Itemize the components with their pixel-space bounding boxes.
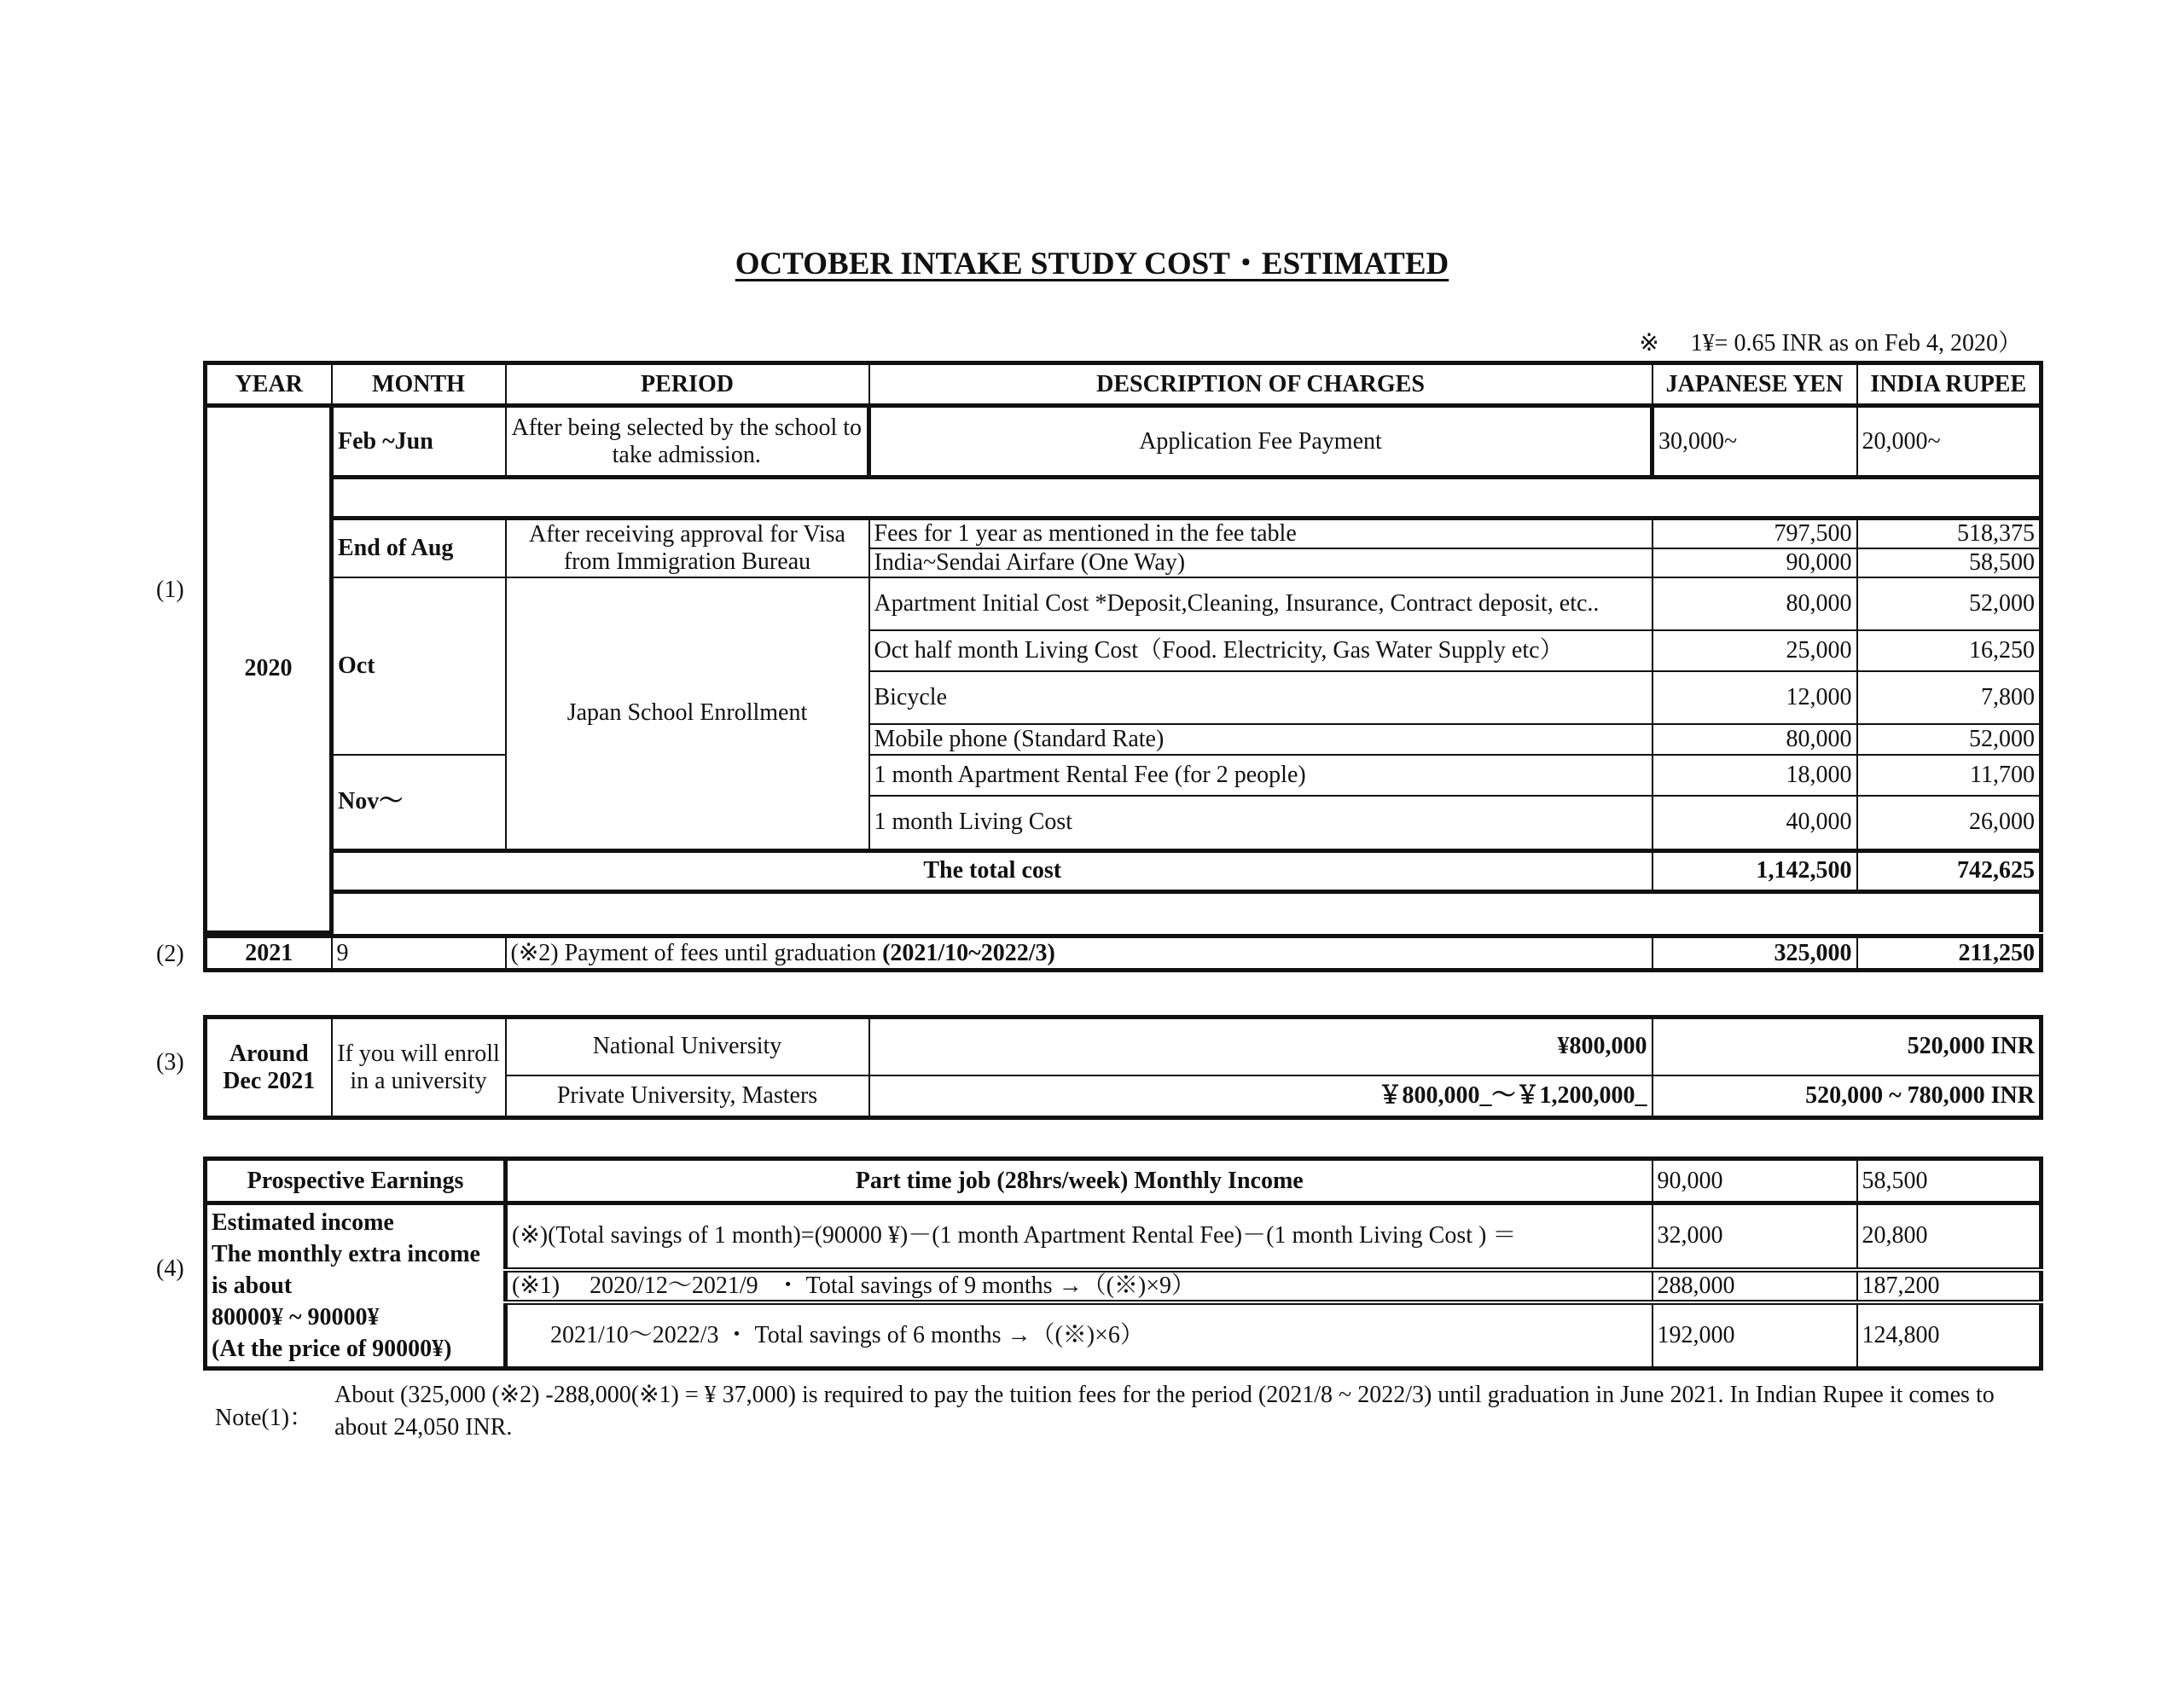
month-cell: End of Aug xyxy=(332,519,506,578)
description-cell: Apartment Initial Cost *Deposit,Cleaning, Insurance, Contract deposit, etc.. xyxy=(869,577,1653,630)
month-cell: Oct xyxy=(332,577,506,755)
table-row xyxy=(206,1203,2042,1270)
note-label: Note(1)： xyxy=(215,1405,314,1431)
earnings-table xyxy=(203,1157,2043,1371)
part-time-income-label: Part time job (28hrs/week) Monthly Income xyxy=(506,1159,1653,1203)
jpy-cell: 192,000 xyxy=(1653,1302,1857,1369)
section-3-label: (3) xyxy=(156,1049,184,1075)
header-description: DESCRIPTION OF CHARGES xyxy=(869,363,1653,406)
jpy-cell: 80,000 xyxy=(1653,577,1857,630)
table-row xyxy=(206,755,2042,796)
header-year: YEAR xyxy=(206,363,332,406)
month-cell: Nov～ xyxy=(332,755,506,850)
inr-cell: 52,000 xyxy=(1857,577,2042,630)
description-cell: Application Fee Payment xyxy=(869,406,1653,478)
inr-cell: 124,800 xyxy=(1857,1302,2042,1369)
description-cell: (※1) 2020/12～2021/9 ・ Total savings of 9 months →（(※)×9） xyxy=(506,1270,1653,1302)
table-row xyxy=(206,1017,2042,1075)
header-month: MONTH xyxy=(332,363,506,406)
jpy-cell: 18,000 xyxy=(1653,755,1857,796)
jpy-cell: ¥800,000 xyxy=(869,1017,1653,1075)
total-inr: 742,625 xyxy=(1857,850,2042,891)
inr-cell: 520,000 INR xyxy=(1653,1017,2042,1075)
table-row xyxy=(206,936,2042,971)
inr-cell: 20,000~ xyxy=(1857,406,2042,478)
estimated-income-cell: Estimated income The monthly extra income is about 80000¥ ~ 90000¥ (At the price of 90000¥) xyxy=(206,1203,506,1369)
fees-2021-table xyxy=(203,934,2043,972)
description-cell: Oct half month Living Cost（Food. Electricity, Gas Water Supply etc） xyxy=(869,630,1653,671)
university-type-cell: Private University, Masters xyxy=(506,1075,869,1118)
year-cell: 2020 xyxy=(206,406,332,933)
jpy-cell: ￥800,000_～￥1,200,000_ xyxy=(869,1075,1653,1118)
header-japanese-yen: JAPANESE YEN xyxy=(1653,363,1857,406)
description-cell: (※2) Payment of fees until graduation (2021/10~2022/3) xyxy=(506,936,1653,971)
inr-cell: 518,375 xyxy=(1857,519,2042,549)
jpy-cell: 288,000 xyxy=(1653,1270,1857,1302)
period-cell: After being selected by the school to take admission. xyxy=(506,406,869,478)
description-cell: 1 month Apartment Rental Fee (for 2 people) xyxy=(869,755,1653,796)
university-type-cell: National University xyxy=(506,1017,869,1075)
jpy-cell: 90,000 xyxy=(1653,1159,1857,1203)
jpy-cell: 25,000 xyxy=(1653,630,1857,671)
total-label: The total cost xyxy=(332,850,1653,891)
inr-cell: 11,700 xyxy=(1857,755,2042,796)
jpy-cell: 90,000 xyxy=(1653,548,1857,577)
period-cell: Japan School Enrollment xyxy=(506,577,869,850)
inr-cell: 7,800 xyxy=(1857,671,2042,724)
description-cell: 2021/10～2022/3 ・ Total savings of 6 months →（(※)×6） xyxy=(506,1302,1653,1369)
when-cell: Around Dec 2021 xyxy=(206,1017,332,1118)
jpy-cell: 80,000 xyxy=(1653,724,1857,755)
earnings-header-row xyxy=(206,1159,2042,1203)
exchange-rate-text: 1¥= 0.65 INR as on Feb 4, 2020） xyxy=(1690,330,2022,357)
reference-mark: ※ xyxy=(1639,330,1659,357)
exchange-rate-note xyxy=(1639,324,2022,358)
inr-cell: 26,000 xyxy=(1857,796,2042,850)
inr-cell: 58,500 xyxy=(1857,1159,2042,1203)
jpy-cell: 12,000 xyxy=(1653,671,1857,724)
inr-cell: 16,250 xyxy=(1857,630,2042,671)
section-2-label: (2) xyxy=(156,941,184,967)
description-cell: (※)(Total savings of 1 month)=(90000 ¥)－(1 month Apartment Rental Fee)－(1 month Living Cost ) ＝ xyxy=(506,1203,1653,1270)
spacer-row xyxy=(206,478,2042,519)
month-cell: 9 xyxy=(332,936,506,971)
condition-cell: If you will enroll in a university xyxy=(332,1017,506,1118)
page-title: OCTOBER INTAKE STUDY COST・ESTIMATED xyxy=(735,246,1449,281)
note-text: About (325,000 (※2) -288,000(※1) = ¥ 37,000) is required to pay the tuition fees for the period (2021/8 ~ 2022/3) until graduation in June 2021. In Indian Rupee it comes to about 24,050 INR. xyxy=(334,1382,1995,1441)
section-4-label: (4) xyxy=(156,1255,184,1282)
university-table xyxy=(203,1015,2043,1120)
header-period: PERIOD xyxy=(506,363,869,406)
inr-cell: 187,200 xyxy=(1857,1270,2042,1302)
inr-cell: 20,800 xyxy=(1857,1203,2042,1270)
jpy-cell: 797,500 xyxy=(1653,519,1857,549)
period-cell: After receiving approval for Visa from Immigration Bureau xyxy=(506,519,869,578)
description-cell: Bicycle xyxy=(869,671,1653,724)
table-row xyxy=(206,406,2042,478)
spacer-row xyxy=(206,891,2042,932)
inr-cell: 58,500 xyxy=(1857,548,2042,577)
header-india-rupee: INDIA RUPEE xyxy=(1857,363,2042,406)
description-cell: 1 month Living Cost xyxy=(869,796,1653,850)
section-1-label: (1) xyxy=(156,577,184,603)
month-cell: Feb ~Jun xyxy=(332,406,506,478)
prospective-earnings-label: Prospective Earnings xyxy=(206,1159,506,1203)
description-cell: Fees for 1 year as mentioned in the fee table xyxy=(869,519,1653,549)
year-cell: 2021 xyxy=(206,936,332,971)
jpy-cell: 32,000 xyxy=(1653,1203,1857,1270)
total-row xyxy=(206,850,2042,891)
description-cell: India~Sendai Airfare (One Way) xyxy=(869,548,1653,577)
table-row xyxy=(206,577,2042,630)
inr-cell: 211,250 xyxy=(1857,936,2042,971)
cost-table-2020 xyxy=(203,361,2043,935)
jpy-cell: 30,000~ xyxy=(1653,406,1857,478)
inr-cell: 520,000 ~ 780,000 INR xyxy=(1653,1075,2042,1118)
total-jpy: 1,142,500 xyxy=(1653,850,1857,891)
inr-cell: 52,000 xyxy=(1857,724,2042,755)
table-header-row xyxy=(206,363,2042,406)
jpy-cell: 40,000 xyxy=(1653,796,1857,850)
jpy-cell: 325,000 xyxy=(1653,936,1857,971)
description-cell: Mobile phone (Standard Rate) xyxy=(869,724,1653,755)
table-row xyxy=(206,519,2042,549)
